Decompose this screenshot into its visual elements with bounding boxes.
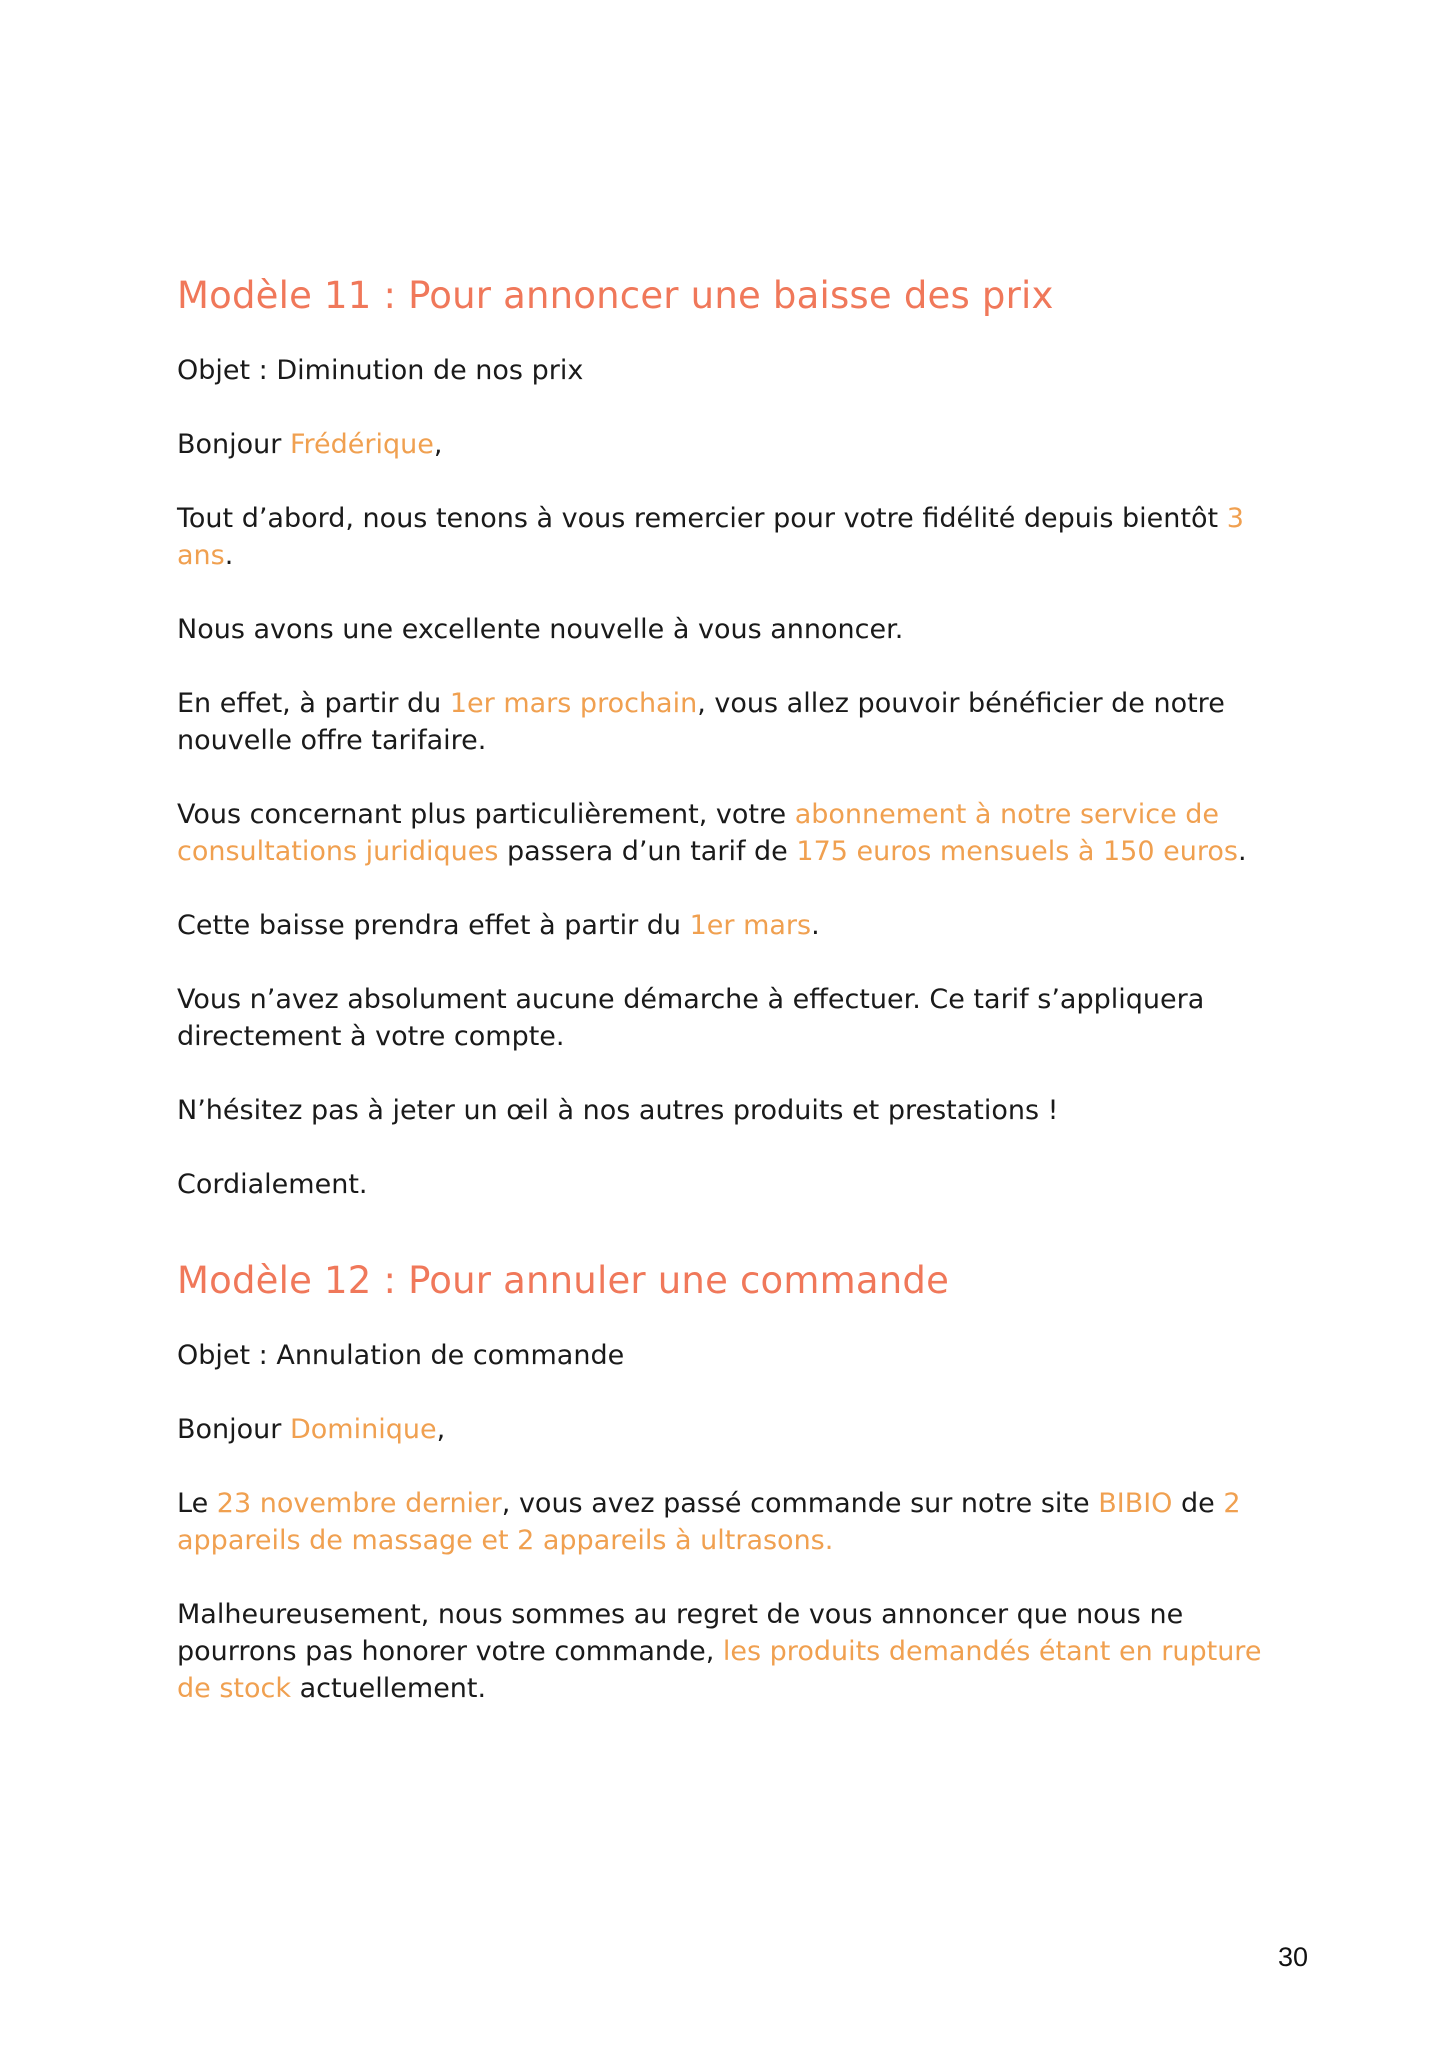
text-segment: . [811,910,820,941]
text-segment: , vous allez pouvoir bénéficier de notre nouvelle offre tarifaire. [177,688,1225,756]
text-segment: passera d’un tarif de [498,836,797,867]
greeting-suffix: , [433,429,443,460]
model-11-paragraph-2: Nous avons une excellente nouvelle à vous annoncer. [177,614,904,645]
model-11-paragraph-7: N’hésitez pas à jeter un œil à nos autres produits et prestations ! [177,1095,1059,1126]
model-11-paragraph-3 [177,685,1297,759]
greeting-suffix: , [436,1414,446,1445]
highlight-effective-date: 1er mars [689,910,812,941]
model-11-paragraph-5 [177,907,1297,944]
text-segment: Malheureusement, nous sommes au regret de vous annoncer que nous ne pourrons pas honorer votre commande, [177,1599,1184,1667]
greeting-prefix: Bonjour [177,1414,290,1445]
highlight-duration: 3 ans [177,503,1244,571]
text-segment: , vous avez passé commande sur notre site [501,1488,1099,1519]
model-11-greeting [177,426,1297,463]
model-12-paragraph-1 [177,1485,1297,1559]
text-segment: Le [177,1488,217,1519]
greeting-prefix: Bonjour [177,429,290,460]
model-11-closing: Cordialement. [177,1169,368,1200]
highlight-service: abonnement à notre service de consultations juridiques [177,799,1220,867]
highlight-site-name: BIBIO [1098,1488,1173,1519]
model-11-title: Modèle 11 : Pour annoncer une baisse des prix [177,274,1054,317]
highlight-reason: les produits demandés étant en rupture de stock [177,1636,1262,1704]
model-12-paragraph-2 [177,1596,1297,1707]
highlight-price: 175 euros mensuels à 150 euros [796,836,1238,867]
text-segment: . [1237,836,1247,867]
page-content [177,268,1297,1744]
text-segment: Vous concernant plus particulièrement, votre [177,799,795,830]
text-segment: Tout d’abord, nous tenons à vous remercier pour votre fidélité depuis bientôt [177,503,1227,534]
model-11-subject: Objet : Diminution de nos prix [177,355,584,386]
model-11-paragraph-4 [177,796,1297,870]
page-number: 30 [1277,1942,1308,1972]
model-11-paragraph-1 [177,500,1297,574]
model-12-greeting [177,1411,1297,1448]
model-12-subject: Objet : Annulation de commande [177,1340,625,1371]
text-segment: . [224,540,234,571]
text-segment: de [1172,1488,1224,1519]
highlight-date: 1er mars prochain [449,688,698,719]
highlight-products: 2 appareils de massage et 2 appareils à ultrasons. [177,1488,1241,1556]
model-12-title: Modèle 12 : Pour annuler une commande [177,1259,950,1302]
text-segment: actuellement. [291,1673,487,1704]
highlight-order-date: 23 novembre dernier [216,1488,502,1519]
text-segment: Cette baisse prendra effet à partir du [177,910,690,941]
text-segment: En effet, à partir du [177,688,450,719]
model-11-paragraph-6: Vous n’avez absolument aucune démarche à effectuer. Ce tarif s’appliquera directement à votre compte. [177,984,1205,1052]
recipient-name: Frédérique [289,429,434,460]
recipient-name: Dominique [289,1414,437,1445]
